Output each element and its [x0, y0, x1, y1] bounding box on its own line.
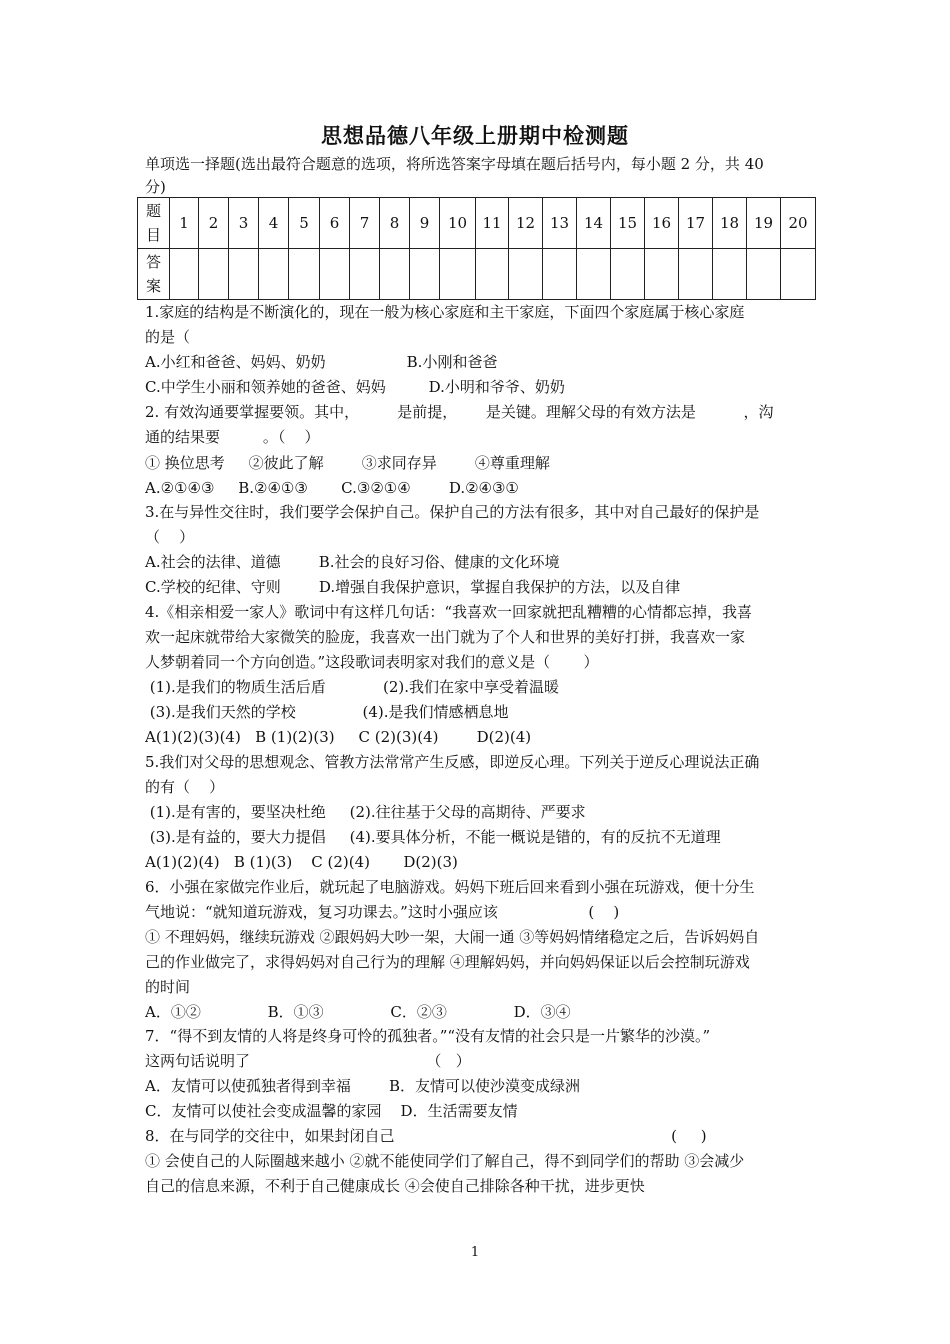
answer-table: [137, 197, 816, 300]
answer-cell[interactable]: [259, 249, 289, 300]
text-line: 欢一起床就带给大家微笑的脸庞，我喜欢一出门就为了个人和世界的美好打拼，我喜欢一家: [145, 628, 746, 646]
text-line: 5.我们对父母的思想观念、管教方法常常产生反感，即逆反心理。下列关于逆反心理说法正确: [145, 753, 760, 771]
text-line: (3).是我们天然的学校 (4).是我们情感栖息地: [145, 703, 509, 721]
page-title: 思想品德八年级上册期中检测题: [321, 123, 629, 148]
text-line: (1).是我们的物质生活后盾 (2).我们在家中享受着温暖: [145, 678, 560, 696]
text-line: 8．在与同学的交往中，如果封闭自己 ( ): [145, 1127, 707, 1145]
question-number-cell: 4: [259, 198, 289, 249]
question-number-cell: 6: [320, 198, 350, 249]
table-row: [138, 198, 816, 249]
question-number-cell: 13: [543, 198, 577, 249]
text-line: 1.家庭的结构是不断演化的，现在一般为核心家庭和主干家庭，下面四个家庭属于核心家庭: [145, 303, 745, 321]
question-number-cell: 2: [199, 198, 229, 249]
question-number-cell: 12: [509, 198, 543, 249]
question-number-cell: 14: [577, 198, 611, 249]
page-number: 1: [470, 1245, 480, 1260]
answer-cell[interactable]: [320, 249, 350, 300]
answer-cell[interactable]: [509, 249, 543, 300]
text-line: （ ）: [145, 528, 195, 546]
text-line: A(1)(2)(3)(4) B (1)(2)(3) C (2)(3)(4) D(2)(4): [145, 728, 532, 746]
answer-cell[interactable]: [577, 249, 611, 300]
question-number-cell: 9: [410, 198, 440, 249]
question-number-cell: 8: [380, 198, 410, 249]
text-line: 的是（: [145, 328, 191, 346]
text-line: 这两句话说明了 （ ）: [145, 1052, 471, 1070]
answer-cell[interactable]: [170, 249, 199, 300]
answer-cell[interactable]: [713, 249, 747, 300]
question-number-cell: 7: [350, 198, 380, 249]
text-line: ① 会使自己的人际圈越来越小 ②就不能使同学们了解自己，得不到同学们的帮助 ③会减少: [145, 1152, 745, 1170]
text-line: A.社会的法律、道德 B.社会的良好习俗、健康的文化环境: [145, 553, 560, 571]
text-line: ① 换位思考 ②彼此了解 ③求同存异 ④尊重理解: [145, 454, 550, 472]
text-line: C.学校的纪律、守则 D.增强自我保护意识，掌握自我保护的方法，以及自律: [145, 578, 681, 596]
question-number-cell: 19: [747, 198, 781, 249]
text-line: 自己的信息来源，不利于自己健康成长 ④会使自己排除各种干扰，进步更快: [145, 1177, 645, 1195]
text-line: A．友情可以使孤独者得到幸福 B．友情可以使沙漠变成绿洲: [145, 1077, 581, 1095]
text-line: 的有（ ）: [145, 778, 225, 796]
question-number-cell: 10: [440, 198, 476, 249]
text-line: 己的作业做完了，求得妈妈对自己行为的理解 ④理解妈妈，并向妈妈保证以后会控制玩游戏: [145, 953, 750, 971]
question-number-cell: 5: [289, 198, 320, 249]
text-line: C．友情可以使社会变成温馨的家园 D．生活需要友情: [145, 1102, 518, 1120]
question-number-cell: 11: [476, 198, 509, 249]
instructions-line-2: 分): [145, 178, 166, 196]
answer-cell[interactable]: [289, 249, 320, 300]
question-number-cell: 17: [679, 198, 713, 249]
text-line: A.小红和爸爸、妈妈、奶奶 B.小刚和爸爸: [145, 353, 498, 371]
text-line: 2. 有效沟通要掌握要领。其中， 是前提， 是关键。理解父母的有效方法是 ，沟: [145, 403, 774, 421]
answer-cell[interactable]: [350, 249, 380, 300]
question-number-cell: 20: [781, 198, 816, 249]
question-number-cell: 18: [713, 198, 747, 249]
instructions-line-1: 单项选一择题(选出最符合题意的选项，将所选答案字母填在题后括号内，每小题 2 分，共 40: [145, 155, 764, 173]
text-line: 的时间: [145, 978, 191, 996]
question-number-cell: 1: [170, 198, 199, 249]
text-line: C.中学生小丽和领养她的爸爸、妈妈 D.小明和爷爷、奶奶: [145, 378, 565, 396]
answer-cell[interactable]: [410, 249, 440, 300]
answer-cell[interactable]: [199, 249, 229, 300]
text-line: A.②①④③ B.②④①③ C.③②①④ D.②④③①: [145, 479, 519, 497]
answer-cell[interactable]: [611, 249, 645, 300]
question-number-cell: 16: [645, 198, 679, 249]
text-line: A(1)(2)(4) B (1)(3) C (2)(4) D(2)(3): [145, 853, 458, 871]
answer-cell[interactable]: [645, 249, 679, 300]
answer-cell[interactable]: [543, 249, 577, 300]
answer-cell[interactable]: [229, 249, 259, 300]
answer-cell[interactable]: [747, 249, 781, 300]
answer-cell[interactable]: [781, 249, 816, 300]
table-row-header: 答 案: [138, 249, 170, 300]
text-line: (3).是有益的，要大力提倡 (4).要具体分析，不能一概说是错的，有的反抗不无道理: [145, 828, 721, 846]
text-line: 3.在与异性交往时，我们要学会保护自己。保护自己的方法有很多，其中对自己最好的保护是: [145, 503, 760, 521]
text-line: (1).是有害的，要坚决杜绝 (2).往往基于父母的高期待、严要求: [145, 803, 586, 821]
text-line: 气地说：“就知道玩游戏，复习功课去。”这时小强应该 ( ): [145, 903, 620, 921]
answer-cell[interactable]: [476, 249, 509, 300]
answer-cell[interactable]: [440, 249, 476, 300]
text-line: ① 不理妈妈，继续玩游戏 ②跟妈妈大吵一架，大闹一通 ③等妈妈情绪稳定之后，告诉妈妈自: [145, 928, 760, 946]
answer-cell[interactable]: [679, 249, 713, 300]
text-line: 4.《相亲相爱一家人》歌词中有这样几句话：“我喜欢一回家就把乱糟糟的心情都忘掉，我喜: [145, 603, 752, 621]
table-row: [138, 249, 816, 300]
text-line: 人梦朝着同一个方向创造。”这段歌词表明家对我们的意义是（ ）: [145, 653, 599, 671]
answer-cell[interactable]: [380, 249, 410, 300]
text-line: A．①② B．①③ C．②③ D．③④: [145, 1003, 571, 1021]
text-line: 7．“得不到友情的人将是终身可怜的孤独者。”“没有友情的社会只是一片繁华的沙漠。”: [145, 1027, 711, 1045]
question-number-cell: 15: [611, 198, 645, 249]
text-line: 6．小强在家做完作业后，就玩起了电脑游戏。妈妈下班后回来看到小强在玩游戏，便十分生: [145, 878, 755, 896]
question-number-cell: 3: [229, 198, 259, 249]
text-line: 通的结果要 。（ ）: [145, 428, 320, 446]
table-row-header: 题 目: [138, 198, 170, 249]
